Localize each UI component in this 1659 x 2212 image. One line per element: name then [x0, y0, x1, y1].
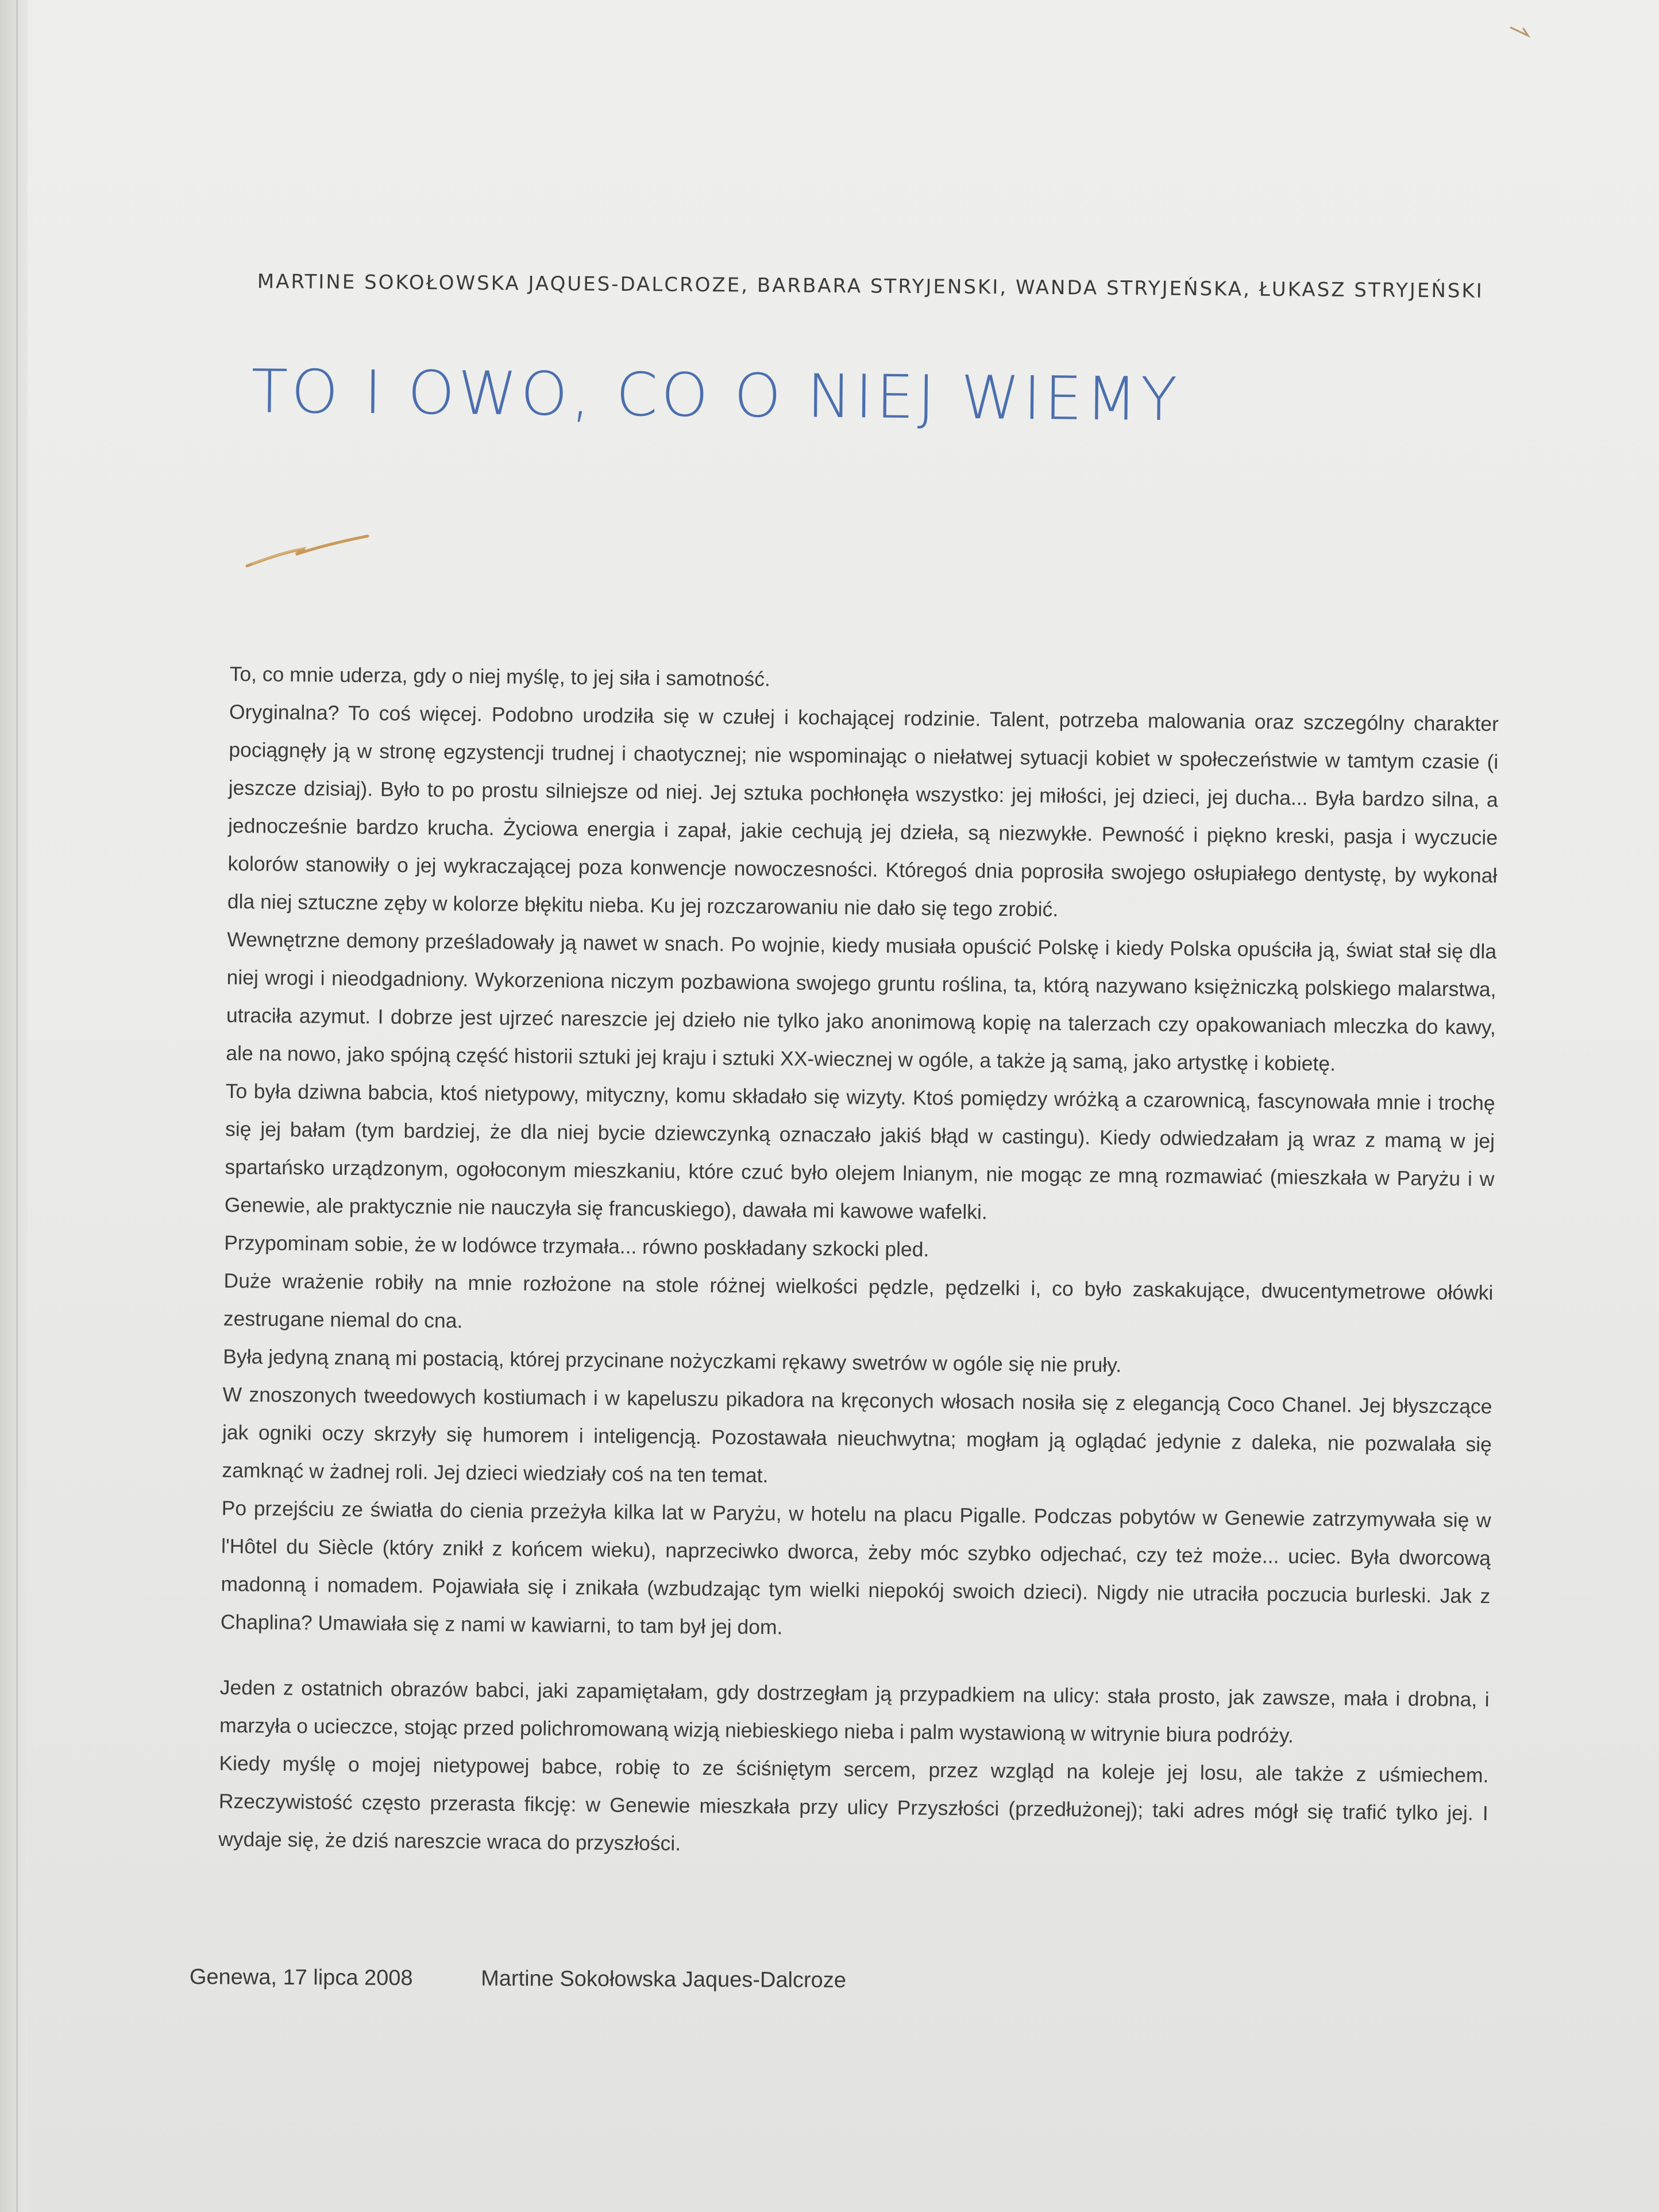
corner-mark-icon: [1505, 23, 1540, 46]
paragraph: Była jedyną znaną mi postacią, której przycinane nożyczkami rękawy swetrów w ogóle się nie pruły.: [223, 1344, 1122, 1377]
paragraph: Duże wrażenie robiły na mnie rozłożone na stole różnej wielkości pędzle, pędzelki i, co było zaskakujące, dwucentymetrowe ołówki zestrugane niemal do cna.: [223, 1269, 1494, 1332]
page-binding-edge: [0, 0, 28, 2212]
decorative-stroke-icon: [241, 526, 379, 572]
paragraph: Wewnętrzne demony prześladowały ją nawet w snach. Po wojnie, kiedy musiała opuścić Polskę i kiedy Polska opuściła ją, świat stał się dla niej wrogi i nieodgadniony. Wykorzeniona niczym pozbawiona swojego gruntu roślina, ta, którą nazywano księżniczką polskiego malarstwa, utraciła azymut. I dobrze jest ujrzeć nareszcie jej dzieło nie tylko jako anonimową kopię na talerzach czy opakowaniach mleczka do kawy, ale na nowo, jako spójną część historii sztuki jej kraju i sztuki XX-wiecznej w ogóle, a także ją samą, jako artystkę i kobietę.: [226, 927, 1497, 1076]
paragraph: Kiedy myślę o mojej nietypowej babce, robię to ze ściśniętym sercem, przez wzgląd na koleje jej losu, ale także z uśmiechem. Rzeczywistość często przerasta fikcję: w Genewie mieszkała przy ulicy Przyszłości (przedłużonej); taki adres mógł się trafić tylko jej. I wydaje się, że dziś nareszcie wraca do przyszłości.: [218, 1751, 1489, 1855]
paragraph: To była dziwna babcia, ktoś nietypowy, mityczny, komu składało się wizyty. Ktoś pomiędzy wróżką a czarownicą, fascynowała mnie i trochę się jej bałam (tym bardziej, że dla niej bycie dziewczynką oznaczało jakiś błąd w castingu). Kiedy odwiedzałam ją wraz z mamą w jej spartańsko urządzonym, ogołoconym mieszkaniu, które czuć było olejem lnianym, nie mogąc ze mną rozmawiać (mieszkała w Paryżu i w Genewie, ale praktycznie nie nauczyła się francuskiego), dawała mi kawowe wafelki.: [224, 1079, 1495, 1224]
paragraph: Przypominam sobie, że w lodówce trzymała... równo poskładany szkocki pled.: [223, 1231, 929, 1261]
paragraph: Po przejściu ze światła do cienia przeżyła kilka lat w Paryżu, w hotelu na placu Pigalle. Podczas pobytów w Genewie zatrzymywała się w l'Hôtel du Siècle (który znikł z końcem wieku), naprzeciwko dworca, żeby móc szybko odjechać, czy też może... uciec. Była dworcową madonną i nomadem. Pojawiała się i znikała (wzbudzając tym wielki niepokój swoich dzieci). Nigdy nie utraciła poczucia burleski. Jak z Chaplina? Umawiała się z nami w kawiarni, to tam był jej dom.: [220, 1496, 1491, 1639]
paragraph: To, co mnie uderza, gdy o niej myślę, to jej siła i samotność.: [229, 662, 771, 691]
signature-name: Martine Sokołowska Jaques-Dalcroze: [481, 1966, 847, 1993]
article-title: TO I OWO, CO O NIEJ WIEMY: [250, 356, 1181, 435]
paragraph: W znoszonych tweedowych kostiumach i w kapeluszu pikadora na kręconych włosach nosiła się z elegancją Coco Chanel. Jej błyszczące jak ogniki oczy skrzyły się humorem i inteligencją. Pozostawała nieuchwytna; mogłam ją oglądać jedynie z daleka, nie pozwalała się zamknąć w żadnej roli. Jej dzieci wiedziały coś na ten temat.: [222, 1382, 1492, 1487]
paragraph: Jeden z ostatnich obrazów babci, jaki zapamiętałam, gdy dostrzegłam ją przypadkiem na ulicy: stała prosto, jak zawsze, mała i drobna, i marzyła o ucieczce, stojąc przed polichromowaną wizją niebieskiego nieba i palm wystawioną w witrynie biura podróży.: [219, 1675, 1490, 1747]
article-body: [218, 655, 1499, 1870]
signature-date: Genewa, 17 lipca 2008: [189, 1965, 413, 1991]
paragraph: Oryginalna? To coś więcej. Podobno urodziła się w czułej i kochającej rodzinie. Talent, potrzeba malowania oraz szczególny charakter pociągnęły ją w stronę egzystencji trudnej i chaotycznej; nie wspominając o niełatwej sytuacji kobiet w społeczeństwie w tamtym czasie (i jeszcze dzisiaj). Było to po prostu silniejsze od niej. Jej sztuka pochłonęła wszystko: jej miłości, jej dzieci, jej ducha... Była bardzo silna, a jednocześnie bardzo krucha. Życiowa energia i zapał, jakie cechują jej dzieła, są niezwykłe. Pewność i piękno kreski, pasja i wyczucie kolorów stanowiły o jej wykraczającej poza konwencje nowoczesności. Któregoś dnia poprosiła swojego osłupiałego dentystę, by wykonał dla niej sztuczne zęby w kolorze błękitu nieba. Ku jej rozczarowaniu nie dało się tego zrobić.: [227, 700, 1499, 921]
page-binding-line: [16, 0, 18, 2212]
article-authors: MARTINE SOKOŁOWSKA JAQUES-DALCROZE, BARBARA STRYJENSKI, WANDA STRYJEŃSKA, ŁUKASZ STRYJEŃSKI: [257, 270, 1484, 303]
signature-line: [190, 1965, 846, 1993]
